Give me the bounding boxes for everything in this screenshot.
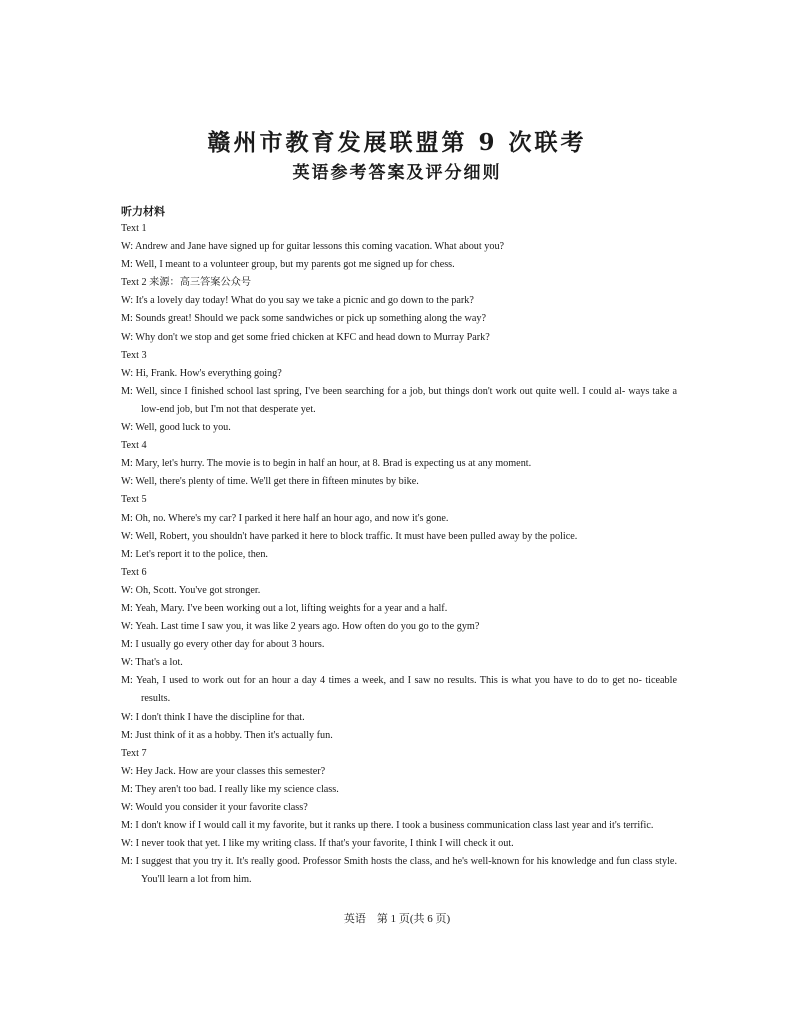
document-subtitle: 英语参考答案及评分细则	[292, 163, 502, 183]
dialogue-line: M: Let's report it to the police, then.	[121, 548, 268, 560]
dialogue-line: W: Oh, Scott. You've got stronger.	[121, 584, 261, 596]
dialogue-line: W: Hey Jack. How are your classes this semester?	[121, 765, 326, 777]
dialogue-line: W: Andrew and Jane have signed up for guitar lessons this coming vacation. What about you?	[121, 241, 505, 253]
dialogue-line: W: That's a lot.	[121, 657, 183, 669]
dialogue-line: M: They aren't too bad. I really like my science class.	[121, 783, 339, 795]
transcript-body	[121, 220, 677, 889]
dialogue-line: M: Yeah, Mary. I've been working out a lot, lifting weights for a year and a half.	[121, 602, 448, 614]
text-heading: Text 1	[121, 223, 147, 234]
document-title: 赣州市教育发展联盟第 9 次联考	[207, 129, 587, 156]
dialogue-line: W: Well, good luck to you.	[121, 422, 231, 434]
dialogue-line: M: Well, I meant to a volunteer group, but my parents got me signed up for chess.	[121, 259, 455, 271]
section-label: 听力材料	[121, 205, 165, 218]
dialogue-line: M: Just think of it as a hobby. Then it's actually fun.	[121, 729, 333, 741]
dialogue-line: W: Well, Robert, you shouldn't have parked it here to block traffic. It must have been pulled away by the police.	[121, 530, 578, 542]
dialogue-line: W: Yeah. Last time I saw you, it was like 2 years ago. How often do you go to the gym?	[121, 621, 480, 633]
text-heading: Text 5	[121, 494, 147, 506]
dialogue-line: M: Oh, no. Where's my car? I parked it here half an hour ago, and now it's gone.	[121, 512, 449, 524]
text-heading: Text 4	[121, 440, 147, 452]
dialogue-line: W: I don't think I have the discipline for that.	[121, 711, 305, 723]
dialogue-line: W: I never took that yet. I like my writing class. If that's your favorite, I think I will check it out.	[121, 838, 514, 850]
dialogue-line: M: Sounds great! Should we pack some sandwiches or pick up something along the way?	[121, 313, 486, 325]
dialogue-line: M: Well, since I finished school last spring, I've been searching for a job, but things don't work out quite well. I could al- ways take a low-end job, but I'm not that desperate yet.	[121, 385, 677, 415]
text-heading: Text 2 来源：高三答案公众号	[121, 277, 252, 289]
dialogue-line: W: Well, there's plenty of time. We'll get there in fifteen minutes by bike.	[121, 476, 419, 488]
dialogue-line: M: Mary, let's hurry. The movie is to begin in half an hour, at 8. Brad is expecting us at any moment.	[121, 458, 532, 470]
text-heading: Text 6	[121, 566, 147, 578]
dialogue-line: W: Why don't we stop and get some fried chicken at KFC and head down to Murray Park?	[121, 331, 490, 343]
dialogue-line: M: I usually go every other day for about 3 hours.	[121, 639, 325, 651]
text-heading: Text 7	[121, 747, 147, 759]
dialogue-line: W: It's a lovely day today! What do you say we take a picnic and go down to the park?	[121, 295, 474, 307]
dialogue-line: M: I suggest that you try it. It's really good. Professor Smith hosts the class, and he's well-known for his knowledge and fun class style. You'll learn a lot from him.	[121, 856, 677, 886]
dialogue-line: M: Yeah, I used to work out for an hour a day 4 times a week, and I saw no results. This is what you have to do to get no- ticeable results.	[121, 675, 677, 705]
text-heading: Text 3	[121, 349, 147, 361]
dialogue-line: W: Would you consider it your favorite class?	[121, 802, 308, 813]
dialogue-line: M: I don't know if I would call it my favorite, but it ranks up there. I took a business communication class last year and it's terrific.	[121, 820, 654, 832]
dialogue-line: W: Hi, Frank. How's everything going?	[121, 367, 282, 379]
page-footer: 英语 第 1 页(共 6 页)	[343, 913, 451, 925]
